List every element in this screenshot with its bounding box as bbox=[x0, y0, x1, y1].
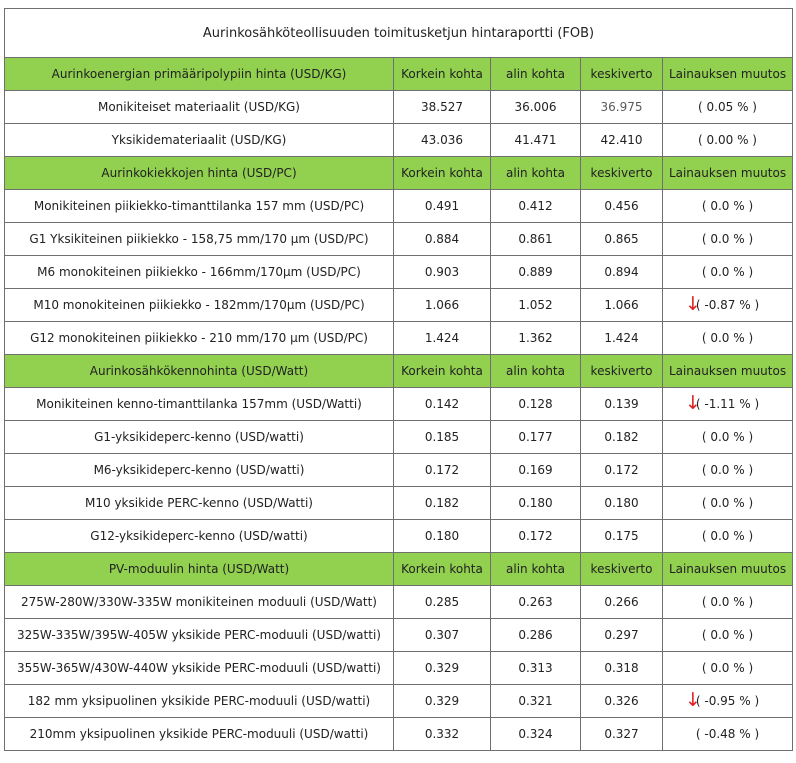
change-cell bbox=[663, 421, 793, 454]
down-arrow-icon: ↓ bbox=[685, 292, 701, 315]
low-value: 1.052 bbox=[491, 289, 581, 322]
low-value: 1.362 bbox=[491, 322, 581, 355]
change-cell bbox=[663, 388, 793, 421]
item-name: Monikiteinen kenno-timanttilanka 157mm (USD/Watti) bbox=[5, 388, 394, 421]
change-value: ( -0.95 % ) bbox=[695, 694, 760, 708]
item-name: Yksikidemateriaalit (USD/KG) bbox=[5, 124, 394, 157]
item-name: Monikiteiset materiaalit (USD/KG) bbox=[5, 91, 394, 124]
item-name: G1 Yksikiteinen piikiekko - 158,75 mm/170 μm (USD/PC) bbox=[5, 223, 394, 256]
section-header-category: Aurinkoenergian primääripolypiin hinta (USD/KG) bbox=[5, 58, 394, 91]
low-value: 36.006 bbox=[491, 91, 581, 124]
item-name: M6 monokiteinen piikiekko - 166mm/170μm (USD/PC) bbox=[5, 256, 394, 289]
item-name: 182 mm yksipuolinen yksikide PERC-moduuli (USD/watti) bbox=[5, 685, 394, 718]
change-value: ( 0.00 % ) bbox=[698, 133, 757, 147]
average-value: 0.172 bbox=[581, 454, 663, 487]
section-header-low: alin kohta bbox=[491, 157, 581, 190]
high-value: 0.307 bbox=[394, 619, 491, 652]
section-header-row bbox=[5, 58, 793, 91]
high-value: 0.329 bbox=[394, 652, 491, 685]
section-header-category: Aurinkosähkökennohinta (USD/Watt) bbox=[5, 355, 394, 388]
low-value: 0.889 bbox=[491, 256, 581, 289]
section-header-category: Aurinkokiekkojen hinta (USD/PC) bbox=[5, 157, 394, 190]
high-value: 0.180 bbox=[394, 520, 491, 553]
low-value: 41.471 bbox=[491, 124, 581, 157]
table-row bbox=[5, 289, 793, 322]
average-value: 42.410 bbox=[581, 124, 663, 157]
section-header-row bbox=[5, 157, 793, 190]
average-value: 1.424 bbox=[581, 322, 663, 355]
average-value: 0.266 bbox=[581, 586, 663, 619]
item-name: 355W-365W/430W-440W yksikide PERC-moduuli (USD/watti) bbox=[5, 652, 394, 685]
change-cell bbox=[663, 91, 793, 124]
change-value: ( -0.48 % ) bbox=[695, 727, 760, 741]
table-row bbox=[5, 586, 793, 619]
change-value: ( 0.0 % ) bbox=[701, 628, 754, 642]
change-cell bbox=[663, 586, 793, 619]
section-header-change: Lainauksen muutos bbox=[663, 58, 793, 91]
section-header-average: keskiverto bbox=[581, 553, 663, 586]
high-value: 0.491 bbox=[394, 190, 491, 223]
average-value: 0.175 bbox=[581, 520, 663, 553]
table-row bbox=[5, 91, 793, 124]
section-header-average: keskiverto bbox=[581, 58, 663, 91]
high-value: 1.424 bbox=[394, 322, 491, 355]
low-value: 0.180 bbox=[491, 487, 581, 520]
table-row bbox=[5, 256, 793, 289]
low-value: 0.861 bbox=[491, 223, 581, 256]
low-value: 0.169 bbox=[491, 454, 581, 487]
average-value: 0.456 bbox=[581, 190, 663, 223]
item-name: G12-yksikideperc-kenno (USD/watti) bbox=[5, 520, 394, 553]
change-cell bbox=[663, 520, 793, 553]
section-header-high: Korkein kohta bbox=[394, 58, 491, 91]
change-value: ( -1.11 % ) bbox=[695, 397, 760, 411]
item-name: 210mm yksipuolinen yksikide PERC-moduuli (USD/watti) bbox=[5, 718, 394, 751]
change-value: ( 0.0 % ) bbox=[701, 232, 754, 246]
high-value: 0.285 bbox=[394, 586, 491, 619]
change-cell bbox=[663, 256, 793, 289]
average-value: 36.975 bbox=[581, 91, 663, 124]
average-value: 1.066 bbox=[581, 289, 663, 322]
item-name: 325W-335W/395W-405W yksikide PERC-moduuli (USD/watti) bbox=[5, 619, 394, 652]
table-row bbox=[5, 190, 793, 223]
change-value: ( 0.0 % ) bbox=[701, 331, 754, 345]
high-value: 0.172 bbox=[394, 454, 491, 487]
change-cell bbox=[663, 190, 793, 223]
change-value: ( 0.0 % ) bbox=[701, 430, 754, 444]
high-value: 43.036 bbox=[394, 124, 491, 157]
change-value: ( 0.0 % ) bbox=[701, 265, 754, 279]
section-header-low: alin kohta bbox=[491, 355, 581, 388]
item-name: 275W-280W/330W-335W monikiteinen moduuli (USD/Watt) bbox=[5, 586, 394, 619]
table-row bbox=[5, 487, 793, 520]
average-value: 0.894 bbox=[581, 256, 663, 289]
table-row bbox=[5, 421, 793, 454]
item-name: M10 yksikide PERC-kenno (USD/Watti) bbox=[5, 487, 394, 520]
low-value: 0.263 bbox=[491, 586, 581, 619]
average-value: 0.180 bbox=[581, 487, 663, 520]
table-row bbox=[5, 718, 793, 751]
table-row bbox=[5, 685, 793, 718]
high-value: 0.182 bbox=[394, 487, 491, 520]
high-value: 0.903 bbox=[394, 256, 491, 289]
change-cell bbox=[663, 487, 793, 520]
section-header-change: Lainauksen muutos bbox=[663, 157, 793, 190]
high-value: 1.066 bbox=[394, 289, 491, 322]
report-title: Aurinkosähköteollisuuden toimitusketjun hintaraportti (FOB) bbox=[5, 9, 793, 58]
section-header-average: keskiverto bbox=[581, 355, 663, 388]
high-value: 0.884 bbox=[394, 223, 491, 256]
section-header-high: Korkein kohta bbox=[394, 157, 491, 190]
low-value: 0.313 bbox=[491, 652, 581, 685]
title-row bbox=[5, 9, 793, 58]
table-row bbox=[5, 124, 793, 157]
high-value: 38.527 bbox=[394, 91, 491, 124]
change-value: ( 0.0 % ) bbox=[701, 463, 754, 477]
table-row bbox=[5, 454, 793, 487]
table-row bbox=[5, 388, 793, 421]
average-value: 0.327 bbox=[581, 718, 663, 751]
change-cell bbox=[663, 619, 793, 652]
section-header-row bbox=[5, 355, 793, 388]
high-value: 0.142 bbox=[394, 388, 491, 421]
low-value: 0.172 bbox=[491, 520, 581, 553]
price-report-table bbox=[4, 8, 793, 751]
item-name: G12 monokiteinen piikiekko - 210 mm/170 μm (USD/PC) bbox=[5, 322, 394, 355]
change-value: ( 0.0 % ) bbox=[701, 496, 754, 510]
section-header-low: alin kohta bbox=[491, 553, 581, 586]
change-cell bbox=[663, 289, 793, 322]
section-header-change: Lainauksen muutos bbox=[663, 355, 793, 388]
item-name: G1-yksikideperc-kenno (USD/watti) bbox=[5, 421, 394, 454]
low-value: 0.324 bbox=[491, 718, 581, 751]
change-value: ( 0.0 % ) bbox=[701, 529, 754, 543]
table-row bbox=[5, 520, 793, 553]
section-header-high: Korkein kohta bbox=[394, 553, 491, 586]
change-cell bbox=[663, 685, 793, 718]
average-value: 0.297 bbox=[581, 619, 663, 652]
low-value: 0.321 bbox=[491, 685, 581, 718]
change-cell bbox=[663, 718, 793, 751]
down-arrow-icon: ↓ bbox=[685, 391, 701, 414]
item-name: M6-yksikideperc-kenno (USD/watti) bbox=[5, 454, 394, 487]
average-value: 0.318 bbox=[581, 652, 663, 685]
change-cell bbox=[663, 223, 793, 256]
average-value: 0.182 bbox=[581, 421, 663, 454]
change-value: ( 0.05 % ) bbox=[698, 100, 757, 114]
section-header-category: PV-moduulin hinta (USD/Watt) bbox=[5, 553, 394, 586]
item-name: M10 monokiteinen piikiekko - 182mm/170μm (USD/PC) bbox=[5, 289, 394, 322]
change-value: ( -0.87 % ) bbox=[695, 298, 760, 312]
section-header-high: Korkein kohta bbox=[394, 355, 491, 388]
change-value: ( 0.0 % ) bbox=[701, 661, 754, 675]
low-value: 0.128 bbox=[491, 388, 581, 421]
change-cell bbox=[663, 124, 793, 157]
section-header-row bbox=[5, 553, 793, 586]
section-header-change: Lainauksen muutos bbox=[663, 553, 793, 586]
report-body bbox=[5, 9, 793, 751]
average-value: 0.139 bbox=[581, 388, 663, 421]
high-value: 0.185 bbox=[394, 421, 491, 454]
table-row bbox=[5, 652, 793, 685]
high-value: 0.329 bbox=[394, 685, 491, 718]
low-value: 0.177 bbox=[491, 421, 581, 454]
item-name: Monikiteinen piikiekko-timanttilanka 157 mm (USD/PC) bbox=[5, 190, 394, 223]
average-value: 0.326 bbox=[581, 685, 663, 718]
section-header-low: alin kohta bbox=[491, 58, 581, 91]
low-value: 0.286 bbox=[491, 619, 581, 652]
table-row bbox=[5, 223, 793, 256]
down-arrow-icon: ↓ bbox=[685, 688, 701, 711]
high-value: 0.332 bbox=[394, 718, 491, 751]
average-value: 0.865 bbox=[581, 223, 663, 256]
section-header-average: keskiverto bbox=[581, 157, 663, 190]
change-cell bbox=[663, 454, 793, 487]
change-value: ( 0.0 % ) bbox=[701, 199, 754, 213]
low-value: 0.412 bbox=[491, 190, 581, 223]
change-cell bbox=[663, 652, 793, 685]
change-cell bbox=[663, 322, 793, 355]
table-row bbox=[5, 322, 793, 355]
table-row bbox=[5, 619, 793, 652]
change-value: ( 0.0 % ) bbox=[701, 595, 754, 609]
